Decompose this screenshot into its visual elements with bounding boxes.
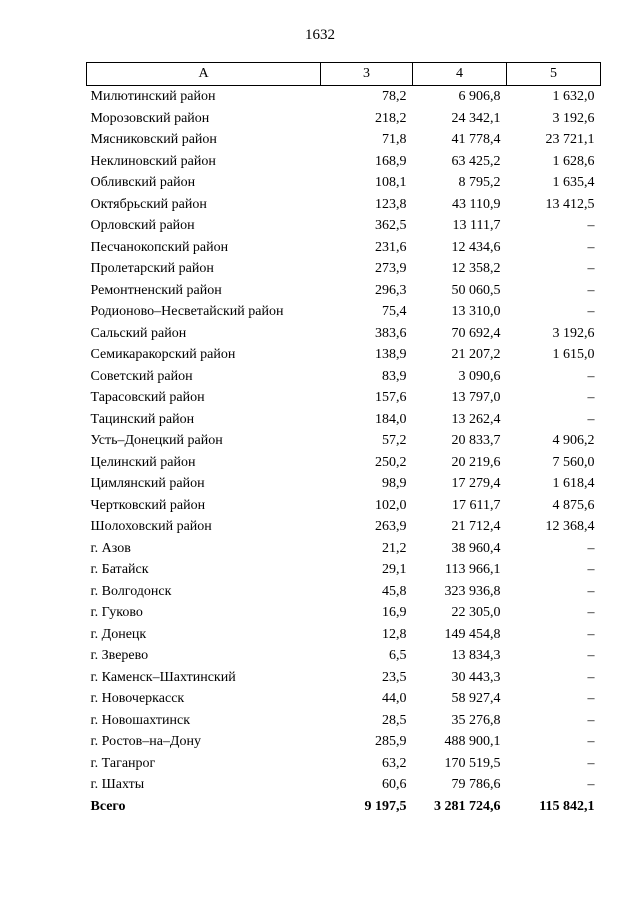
row-name-cell: Песчанокопский район (90, 239, 229, 255)
col-4-cell: 58 927,4 (451, 691, 501, 706)
table-row (87, 151, 601, 173)
col-5-cell: 13 412,5 (545, 196, 595, 212)
row-name-cell: Сальский район (90, 325, 187, 341)
table-row (87, 387, 601, 409)
row-name-cell: г. Батайск (90, 562, 149, 577)
col-5-cell: – (587, 777, 595, 792)
col-5-cell: – (587, 626, 595, 642)
col-4-cell: 50 060,5 (451, 282, 501, 298)
col-3-cell: 12,8 (382, 626, 407, 642)
table-row (87, 409, 601, 431)
col-5-cell: – (587, 540, 595, 556)
table-row (87, 581, 601, 603)
col-4-cell: 3 281 724,6 (434, 798, 501, 814)
row-name-cell: Орловский район (90, 218, 195, 233)
row-name-cell: г. Каменск–Шахтинский (90, 669, 236, 685)
col-5-cell: – (587, 390, 595, 405)
col-3-cell: 71,8 (382, 132, 407, 147)
table-row (87, 495, 601, 517)
col-4-cell: 13 834,3 (451, 648, 501, 663)
col-5-cell: 7 560,0 (552, 454, 595, 470)
col-4-cell: 113 966,1 (445, 562, 501, 577)
col-4-cell: 13 262,4 (451, 411, 501, 427)
col-3-cell: 362,5 (375, 218, 407, 233)
header-row (87, 63, 601, 86)
col-4-cell: 323 936,8 (444, 583, 501, 599)
col-3-cell: 108,1 (375, 175, 407, 190)
row-name-cell: Советский район (90, 368, 193, 384)
row-name-cell: Родионово–Несветайский район (90, 304, 284, 319)
col-5-cell: – (587, 648, 595, 663)
total-row (87, 796, 601, 818)
table-row (87, 129, 601, 151)
col-3-cell: 83,9 (382, 368, 407, 384)
row-name-cell: г. Ростов–на–Дону (90, 734, 201, 749)
col-5-cell: – (587, 282, 595, 298)
col-4-cell: 8 795,2 (458, 175, 501, 190)
col-3-cell: 168,9 (375, 153, 407, 169)
col-5-cell: – (587, 368, 595, 384)
row-name-cell: г. Таганрог (90, 755, 156, 771)
col-3-cell: 63,2 (382, 755, 407, 771)
col-5-cell: 3 192,6 (552, 110, 595, 126)
col-3-cell: 23,5 (382, 669, 407, 685)
table-row (87, 516, 601, 538)
col-4-cell: 63 425,2 (451, 153, 501, 169)
col-4-cell: 12 358,2 (451, 261, 501, 276)
col-4-cell: 13 797,0 (451, 390, 501, 405)
col-5-cell: – (587, 304, 595, 319)
col-3-cell: 296,3 (375, 282, 407, 298)
row-name-cell: Тарасовский район (90, 390, 205, 405)
col-3-cell: 60,6 (382, 777, 407, 792)
col-4-cell: 12 434,6 (451, 239, 501, 255)
col-3-cell: 9 197,5 (364, 798, 407, 814)
col-4-cell: 79 786,6 (451, 777, 501, 792)
col-5-cell: – (587, 669, 595, 685)
table-row (87, 538, 601, 560)
row-name-cell: Обливский район (90, 175, 196, 190)
col-3-cell: 29,1 (382, 562, 407, 577)
col-4-cell: 20 833,7 (451, 433, 501, 448)
col-4-cell: 6 906,8 (458, 89, 501, 104)
col-5-cell: – (587, 691, 595, 706)
col-3-cell: 157,6 (375, 390, 407, 405)
table-row (87, 301, 601, 323)
col-3-cell: 263,9 (375, 519, 407, 534)
col-4-cell: 21 712,4 (451, 519, 501, 534)
table-row (87, 430, 601, 452)
col-4-cell: 70 692,4 (451, 325, 501, 341)
col-4-cell: 30 443,3 (451, 669, 501, 685)
header-cell-5: 5 (507, 63, 601, 86)
col-5-cell: – (587, 755, 595, 771)
table-row (87, 667, 601, 689)
row-name-cell: Цимлянский район (90, 476, 205, 491)
table-row (87, 258, 601, 280)
table-row (87, 344, 601, 366)
row-name-cell: Морозовский район (90, 110, 210, 126)
col-3-cell: 138,9 (375, 347, 407, 362)
col-4-cell: 43 110,9 (452, 196, 501, 212)
table-row (87, 452, 601, 474)
row-name-cell: г. Новочеркасск (90, 691, 185, 706)
col-5-cell: – (587, 734, 595, 749)
col-5-cell: 1 618,4 (552, 476, 595, 491)
col-5-cell: 12 368,4 (545, 519, 595, 534)
col-3-cell: 102,0 (375, 497, 407, 513)
row-name-cell: Всего (90, 798, 126, 814)
col-3-cell: 44,0 (382, 691, 407, 706)
table-row (87, 473, 601, 495)
row-name-cell: г. Азов (90, 540, 131, 556)
table-row (87, 323, 601, 345)
table-row (87, 624, 601, 646)
table-row (87, 559, 601, 581)
col-3-cell: 250,2 (375, 454, 407, 470)
table-row (87, 774, 601, 796)
row-name-cell: г. Волгодонск (90, 583, 172, 599)
row-name-cell: Ремонтненский район (90, 282, 222, 298)
table-row (87, 215, 601, 237)
col-5-cell: 1 635,4 (552, 175, 595, 190)
row-name-cell: Чертковский район (90, 497, 206, 513)
table-row (87, 710, 601, 732)
row-name-cell: г. Новошахтинск (90, 712, 191, 728)
col-5-cell: – (587, 411, 595, 427)
col-3-cell: 98,9 (382, 476, 407, 491)
data-table (86, 62, 601, 817)
col-5-cell: 115 842,1 (539, 798, 595, 814)
row-name-cell: Шолоховский район (90, 519, 212, 534)
table-row (87, 366, 601, 388)
table-row (87, 731, 601, 753)
col-5-cell: 1 632,0 (552, 89, 595, 104)
row-name-cell: г. Зверево (90, 648, 149, 663)
col-5-cell: 23 721,1 (545, 132, 595, 147)
header-cell-a: А (87, 63, 321, 86)
row-name-cell: Мясниковский район (90, 132, 217, 147)
table-row (87, 602, 601, 624)
col-4-cell: 38 960,4 (451, 540, 501, 556)
table-row (87, 172, 601, 194)
row-name-cell: г. Донецк (90, 626, 147, 642)
col-5-cell: 4 906,2 (552, 433, 595, 448)
row-name-cell: Тацинский район (90, 411, 195, 427)
table-row (87, 194, 601, 216)
table-row (87, 688, 601, 710)
col-5-cell: – (587, 239, 595, 255)
col-5-cell: – (587, 583, 595, 599)
row-name-cell: г. Гуково (90, 605, 143, 620)
col-4-cell: 17 611,7 (452, 497, 501, 513)
header-cell-3: 3 (321, 63, 413, 86)
row-name-cell: г. Шахты (90, 777, 145, 792)
col-4-cell: 24 342,1 (451, 110, 501, 126)
col-4-cell: 21 207,2 (451, 347, 501, 362)
col-5-cell: – (587, 605, 595, 620)
col-3-cell: 273,9 (375, 261, 407, 276)
col-5-cell: – (587, 712, 595, 728)
row-name-cell: Семикаракорский район (90, 347, 236, 362)
table-row (87, 108, 601, 130)
col-3-cell: 28,5 (382, 712, 407, 728)
col-4-cell: 13 111,7 (452, 218, 501, 233)
col-5-cell: 1 615,0 (552, 347, 595, 362)
row-name-cell: Усть–Донецкий район (90, 433, 223, 448)
table-row (87, 753, 601, 775)
col-4-cell: 488 900,1 (444, 734, 501, 749)
col-3-cell: 6,5 (389, 648, 407, 663)
col-4-cell: 3 090,6 (458, 368, 501, 384)
col-4-cell: 149 454,8 (444, 626, 501, 642)
col-4-cell: 170 519,5 (444, 755, 501, 771)
col-3-cell: 123,8 (375, 196, 407, 212)
row-name-cell: Милютинский район (90, 89, 216, 104)
row-name-cell: Октябрьский район (90, 196, 207, 212)
page-number: 1632 (305, 27, 335, 43)
table-row (87, 645, 601, 667)
col-3-cell: 57,2 (382, 433, 407, 448)
table-row (87, 237, 601, 259)
col-3-cell: 383,6 (375, 325, 407, 341)
col-5-cell: – (587, 218, 595, 233)
col-3-cell: 285,9 (375, 734, 407, 749)
col-5-cell: 4 875,6 (552, 497, 595, 513)
col-5-cell: 1 628,6 (552, 153, 595, 169)
col-3-cell: 78,2 (382, 89, 407, 104)
table-body (87, 86, 601, 818)
col-4-cell: 41 778,4 (451, 132, 501, 147)
col-4-cell: 17 279,4 (451, 476, 501, 491)
col-3-cell: 75,4 (382, 304, 407, 319)
row-name-cell: Неклиновский район (90, 153, 216, 169)
col-4-cell: 22 305,0 (451, 605, 501, 620)
col-4-cell: 13 310,0 (451, 304, 501, 319)
col-3-cell: 16,9 (382, 605, 407, 620)
col-5-cell: 3 192,6 (552, 325, 595, 341)
row-name-cell: Целинский район (90, 454, 196, 470)
col-4-cell: 20 219,6 (451, 454, 501, 470)
row-name-cell: Пролетарский район (90, 261, 214, 276)
col-4-cell: 35 276,8 (451, 712, 501, 728)
col-3-cell: 45,8 (382, 583, 407, 599)
col-3-cell: 184,0 (375, 411, 407, 427)
col-5-cell: – (587, 261, 595, 276)
col-5-cell: – (587, 562, 595, 577)
header-cell-4: 4 (413, 63, 507, 86)
col-3-cell: 218,2 (375, 110, 407, 126)
table-header (87, 63, 601, 86)
table-row (87, 280, 601, 302)
table-row (87, 86, 601, 108)
col-3-cell: 21,2 (382, 540, 407, 556)
col-3-cell: 231,6 (375, 239, 407, 255)
